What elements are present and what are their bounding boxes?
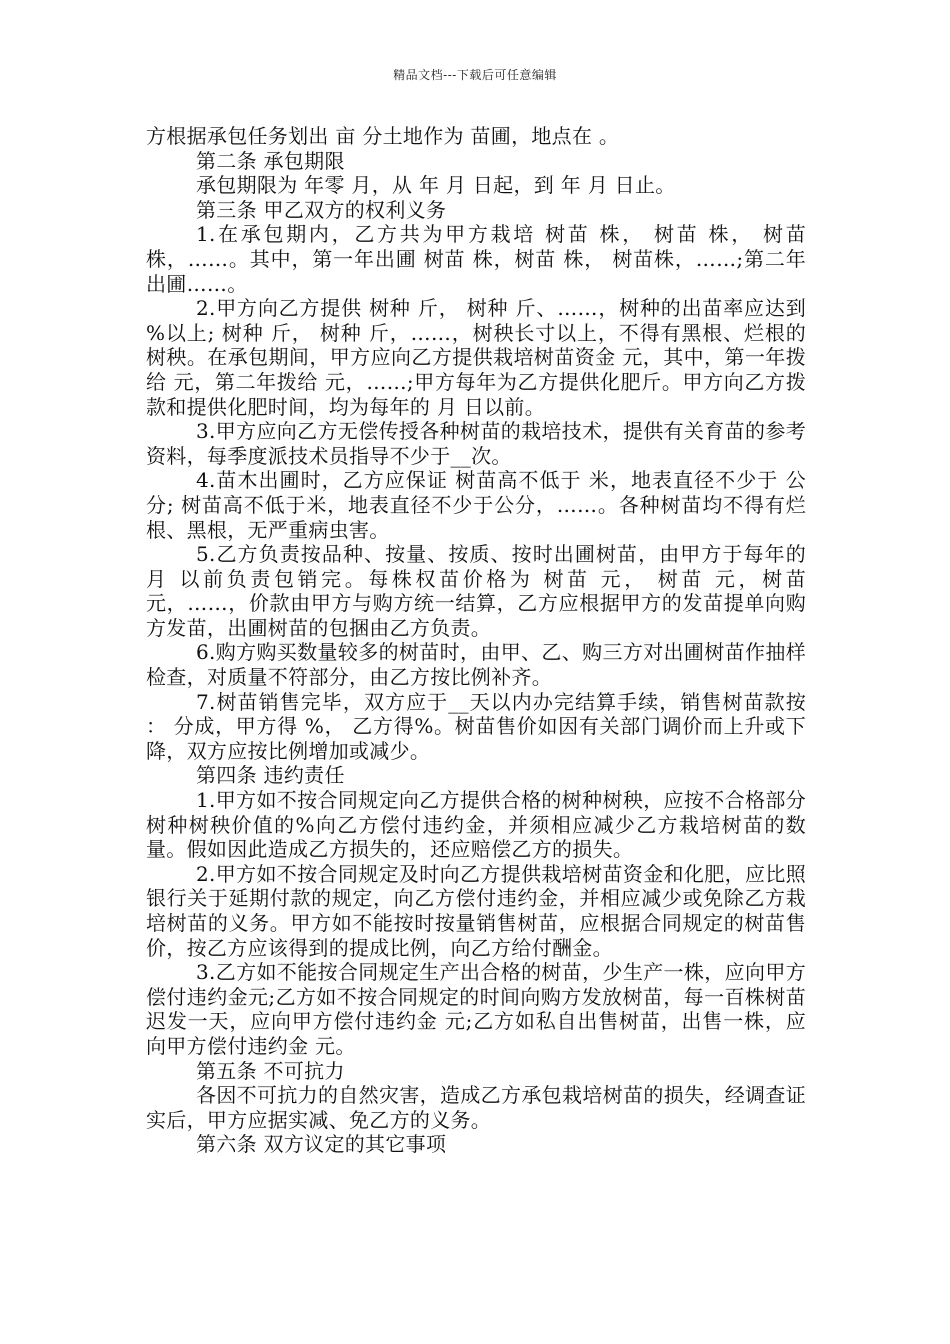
- article-heading: 第四条 违约责任: [196, 763, 345, 788]
- clause-paragraph: 3.甲方应向乙方无偿传授各种树苗的栽培技术，提供有关育苗的参考资料，每季度派技术员指导不少于__次。: [146, 419, 806, 468]
- clause-paragraph: 1.甲方如不按合同规定向乙方提供合格的树种树秧，应按不合格部分树种树秧价值的%向乙方偿付违约金，并须相应减少乙方栽培树苗的数量。假如因此造成乙方损失的，还应赔偿乙方的损失。: [146, 788, 806, 862]
- clause-paragraph: 2.甲方如不按合同规定及时向乙方提供栽培树苗资金和化肥，应比照银行关于延期付款的规定，向乙方偿付违约金，并相应减少或免除乙方栽培树苗的义务。甲方如不能按时按量销售树苗，应根据合同规定的树苗售价，按乙方应该得到的提成比例，向乙方给付酬金。: [146, 861, 806, 960]
- paragraph: 承包期限为 年零 月，从 年 月 日起，到 年 月 日止。: [196, 173, 676, 198]
- page-header: 精品文档---下载后可任意编辑: [393, 68, 557, 82]
- clause-paragraph: 6.购方购买数量较多的树苗时，由甲、乙、购三方对出圃树苗作抽样检查，对质量不符部分，由乙方按比例补齐。: [146, 640, 806, 690]
- clause-paragraph: 3.乙方如不能按合同规定生产出合格的树苗，少生产一株，应向甲方偿付违约金元;乙方如不按合同规定的时间向购方发放树苗，每一百株树苗迟发一天，应向甲方偿付违约金 元;乙方如私自出售树苗，出售一株，应向甲方偿付违约金 元。: [146, 960, 806, 1058]
- clause-paragraph: 1.在承包期内，乙方共为甲方栽培 树苗 株， 树苗 株， 树苗 株，……。其中，第一年出圃 树苗 株，树苗 株， 树苗株，……;第二年出圃……。: [146, 222, 806, 296]
- article-heading: 第五条 不可抗力: [196, 1058, 345, 1083]
- article-heading: 第六条 双方议定的其它事项: [196, 1132, 447, 1157]
- clause-paragraph: 2.甲方向乙方提供 树种 斤， 树种 斤、……，树种的出苗率应达到 %以上; 树种 斤， 树种 斤，……，树秧长寸以上，不得有黑根、烂根的树秧。在承包期间，甲方应向乙方提供栽培树苗资金 元，其中，第一年拨给 元，第二年拨给 元，……;甲方每年为乙方提供化肥斤。甲方向乙方拨款和提供化肥时间，均为每年的 月 日以前。: [146, 296, 806, 419]
- clause-paragraph: 5.乙方负责按品种、按量、按质、按时出圃树苗，由甲方于每年的 月 以前负责包销完。每株权苗价格为 树苗 元， 树苗 元，树苗元，……，价款由甲方与购方统一结算，乙方应根据甲方的发苗提单向购方发苗，出圃树苗的包捆由乙方负责。: [146, 542, 806, 640]
- paragraph: 方根据承包任务划出 亩 分土地作为 苗圃，地点在 。: [146, 124, 620, 148]
- clause-paragraph: 4.苗木出圃时，乙方应保证 树苗高不低于 米，地表直径不少于 公分; 树苗高不低于米，地表直径不少于公分，……。各种树苗均不得有烂根、黑根，无严重病虫害。: [146, 468, 806, 542]
- article-heading: 第三条 甲乙双方的权利义务: [196, 197, 447, 222]
- paragraph: 各因不可抗力的自然灾害，造成乙方承包栽培树苗的损失，经调查证实后，甲方应据实减、免乙方的义务。: [146, 1083, 806, 1132]
- clause-paragraph: 7.树苗销售完毕，双方应于__天以内办完结算手续，销售树苗款按 ： 分成，甲方得 %， 乙方得%。树苗售价如因有关部门调价而上升或下降，双方应按比例增加或减少。: [146, 689, 806, 763]
- document-body: [146, 124, 806, 1157]
- article-heading: 第二条 承包期限: [196, 148, 345, 173]
